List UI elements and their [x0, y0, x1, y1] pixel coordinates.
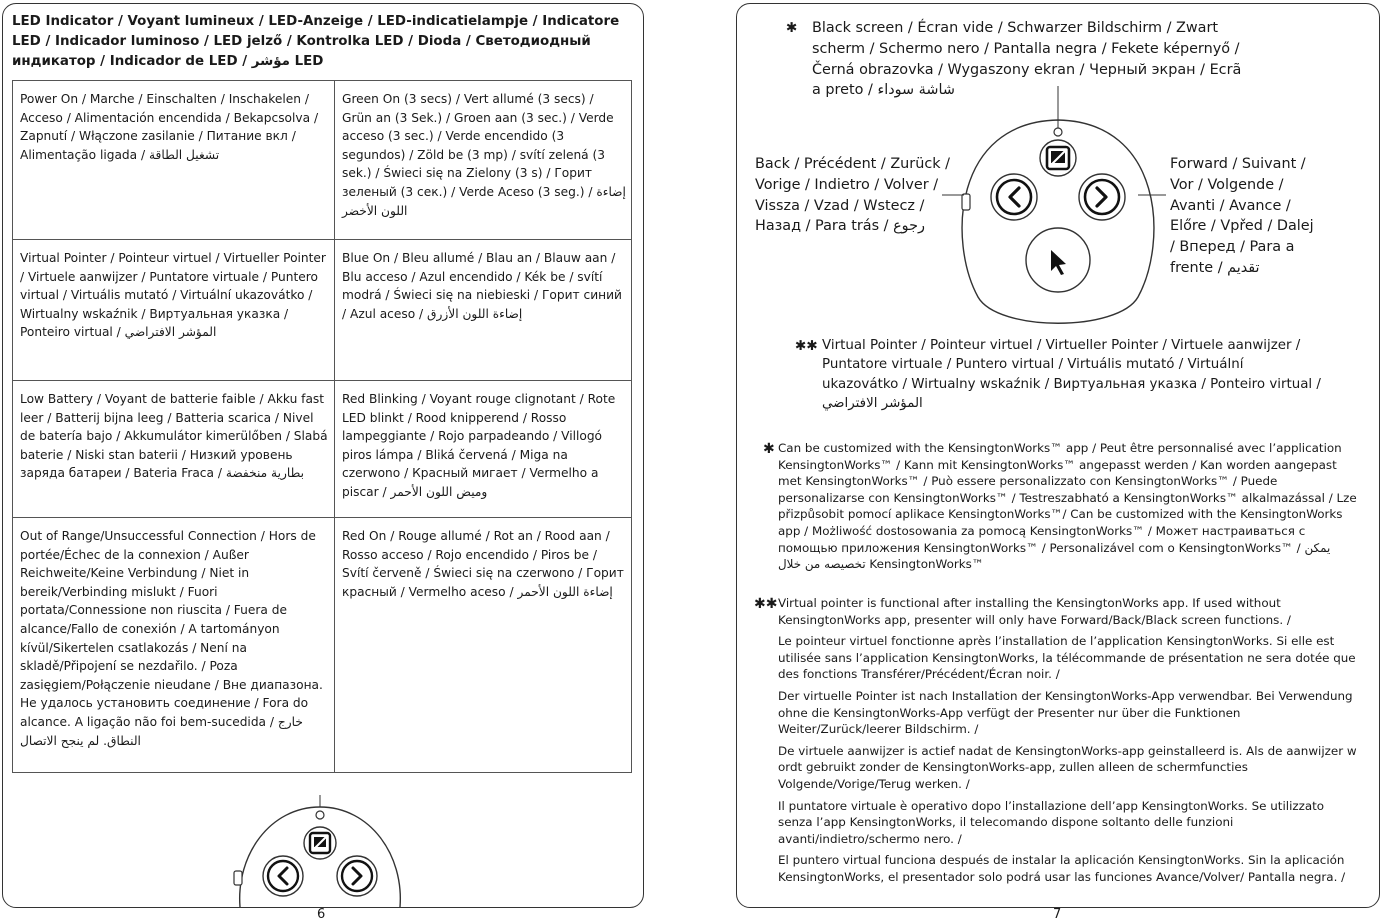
- customization-note-text: Can be customized with the KensingtonWorks™ app / Peut être personnalisé avec l’application KensingtonWorks™ / Kann mit KensingtonWorks™ angepasst werden / Kan worden aangepast met KensingtonWorks™ / Può essere personalizzato con KensingtonWorks™ / Puede personalizarse con KensingtonWorks™ / Testreszabható a KensingtonWorks™ alkalmazással / Lze přizpůsobit pomocí aplikace KensingtonWorks™/ Can be customized with the KensingtonWorks app / Możliwość dostosowania za pomocą KensingtonWorks™ / Может настраиваться с помощью приложения KensingtonWorks™ / Personalizável com o KensingtonWorks™ / يمكن تخصيصه من خلال KensingtonWorks™: [778, 441, 1357, 572]
- note-paragraph: De virtuele aanwijzer is actief nadat de KensingtonWorks-app geinstalleerd is. Als de aanwijzer w ordt gebruikt zonder de KensingtonWorks-app, zullen alleen de schermfuncties Volgende/Vorige/Terug werken. /: [778, 743, 1357, 791]
- note-paragraph: Der virtuelle Pointer ist nach Installation der KensingtonWorks-App verwendbar. Bei Verwendung ohne die KensingtonWorks-App verfügt der Presenter nur über die Funktionen Weiter/Zurück/leerer Bildschirm. /: [778, 688, 1353, 737]
- device-state-cell: Virtual Pointer / Pointeur virtuel / Virtueller Pointer / Virtuele aanwijzer / Puntatore virtuale / Puntero virtual / Virtuális mutató / Virtuální ukazovátko / Wirtualny wskaźnik / Виртуальная указка / Ponteiro virtual / المؤشر الافتراضي: [13, 240, 335, 381]
- device-state-cell: Low Battery / Voyant de batterie faible / Akku fast leer / Batterij bijna leeg / Batteria scarica / Nivel de batería bajo / Akkumulátor kimerülőben / Slabá baterie / Niski stan baterii / Низкий уровень заряда батареи / Bateria Fraca / بطارية منخفضة: [13, 381, 335, 518]
- page-number-7: 7: [1053, 907, 1062, 922]
- note2-star: ✱✱: [754, 596, 778, 612]
- virtual-pointer-star: ✱✱: [795, 338, 818, 354]
- device-state-cell: Power On / Marche / Einschalten / Inschakelen / Acceso / Alimentación encendida / Bekapcsolva / Zapnutí / Włączone zasilanie / Питание вкл / Alimentação ligada / تشغيل الطاقة: [13, 81, 335, 240]
- page-number-6: 6: [317, 907, 326, 922]
- led-color-cell: Red Blinking / Voyant rouge clignotant / Rote LED blinkt / Rood knipperend / Rosso lampeggiante / Rojo parpadeando / Villogó piros lámpa / Bliká červená / Miga na czerwono / Красный мигает / Vermelho a piscar / وميض اللون الأحمر: [335, 381, 632, 518]
- black-screen-label: Black screen / Écran vide / Schwarzer Bildschirm / Zwart scherm / Schermo nero / Pantalla negra / Fekete képernyő / Černá obrazovka / Wygaszony ekran / Черный экран / Ecrã a preto / شاشة سوداء: [812, 20, 1242, 99]
- note1-star: ✱: [763, 441, 775, 457]
- virtual-pointer-label: Virtual Pointer / Pointeur virtuel / Virtueller Pointer / Virtuele aanwijzer / Puntatore virtuale / Puntero virtual / Virtuális mutató / Virtuální ukazovátko / Wirtualny wskaźnik / Виртуальная указка / Ponteiro virtual / المؤشر الافتراضي: [822, 338, 1321, 412]
- led-color-cell: Blue On / Bleu allumé / Blau an / Blauw aan / Blu acceso / Azul encendido / Kék be / svítí modrá / Świeci się na niebieski / Горит синий / Azul aceso / إضاءة اللون الأزرق: [335, 240, 632, 381]
- note-paragraph: Le pointeur virtuel fonctionne après l’installation de l’application KensingtonWorks. Si elle est utilisée sans l’application KensingtonWorks, la télécommande de présentation ne sera dotée que des fonctions Transférer/Précédent/Écran noir. /: [778, 634, 1356, 682]
- note-paragraph: El puntero virtual funciona después de instalar la aplicación KensingtonWorks. Sin la aplicación KensingtonWorks, el presentador solo podrá usar las funciones Avance/Volver/ Pantalla negra. /: [778, 853, 1346, 884]
- led-color-cell: Green On (3 secs) / Vert allumé (3 secs) / Grün an (3 Sek.) / Groen aan (3 sec.) / Verde acceso (3 sec.) / Verde encendido (3 segundos) / Zöld be (3 mp) / svítí zelená (3 sek.) / Świeci się na Zielony (3 s) / Горит зеленый (3 сек.) / Verde Aceso (3 seg.) / إضاءة اللون الأخضر: [335, 81, 632, 240]
- note-paragraph: Virtual pointer is functional after installing the KensingtonWorks app. If used without KensingtonWorks app, presenter will only have Forward/Back/Black screen functions. /: [778, 596, 1291, 627]
- back-label: Back / Précédent / Zurück / Vorige / Indietro / Volver / Vissza / Vzad / Wstecz / Назад / Para trás / رجوع: [755, 156, 951, 235]
- led-indicator-title: LED Indicator / Voyant lumineux / LED-Anzeige / LED-indicatielampje / Indicatore LED / Indicador luminoso / LED jelző / Kontrolka LED / Dioda / Светодиодный индикатор / Indicador de LED / مؤشر LED: [12, 14, 620, 69]
- forward-label: Forward / Suivant / Vor / Volgende / Avanti / Avance / Előre / Vpřed / Dalej / Вперед / Para a frente / تقديم: [1170, 156, 1314, 276]
- virtual-pointer-note: [778, 595, 1358, 891]
- note-paragraph: Il puntatore virtuale è operativo dopo l’installazione dell’app KensingtonWorks. Se utilizzato senza l’app KensingtonWorks, il telecomando dispone soltanto delle funzioni avanti/indietro/schermo nero. /: [778, 798, 1325, 846]
- device-state-cell: Out of Range/Unsuccessful Connection / Hors de portée/Échec de la connexion / Außer Reichweite/Keine Verbindung / Niet in bereik/Verbinding mislukt / Fuori portata/Connessione non riuscita / Fuera de alcance/Fallo de conexión / A tartományon kívül/Sikertelen csatlakozás / Není na skladě/Připojení se nezdařilo. / Poza zasięgiem/Połączenie nieudane / Вне диапазона. Не удалось установить соединение / Fora do alcance. A ligação não foi bem-sucedida / خارج النطاق. لم ينجح الاتصال: [13, 518, 335, 773]
- black-screen-star: ✱: [786, 20, 798, 36]
- customization-note: [778, 440, 1358, 578]
- led-color-cell: Red On / Rouge allumé / Rot an / Rood aan / Rosso acceso / Rojo encendido / Piros be / Svítí červeně / Świeci się na czerwono / Горит красный / Vermelho aceso / إضاءة اللون الأحمر: [335, 518, 632, 773]
